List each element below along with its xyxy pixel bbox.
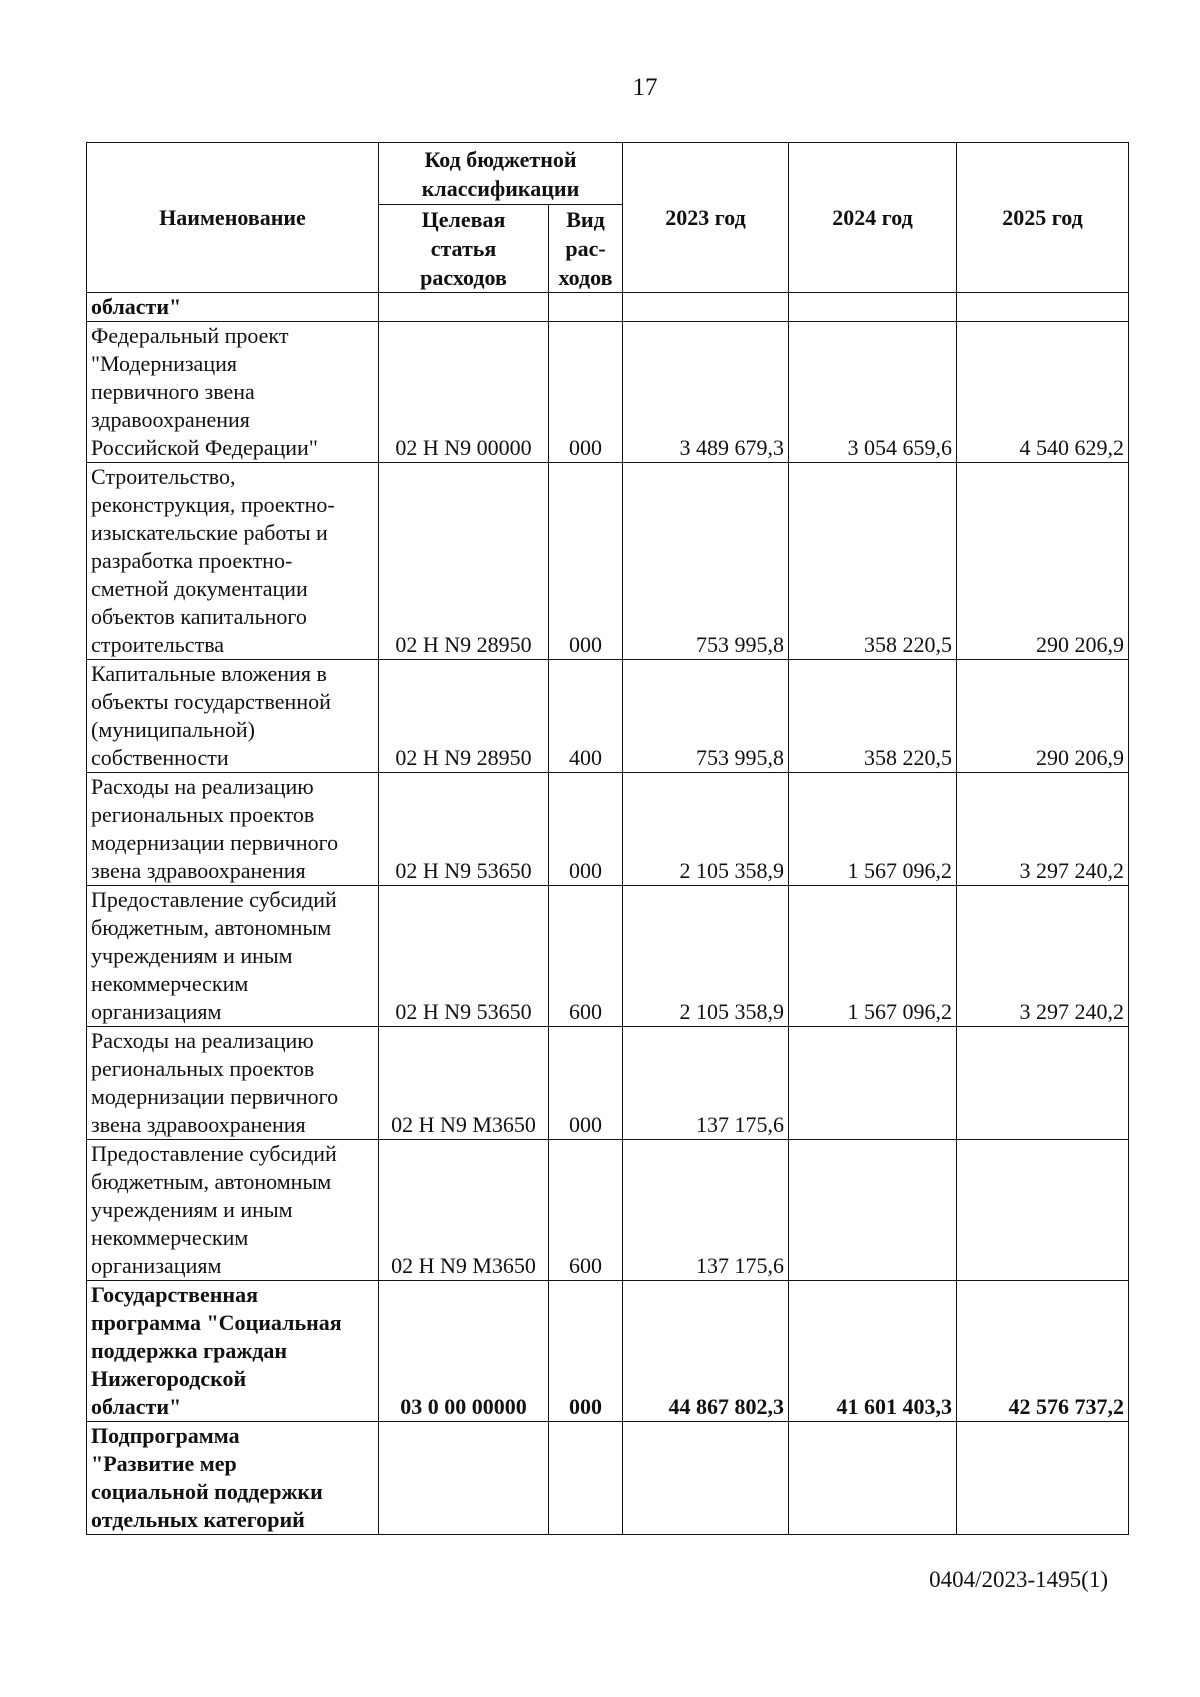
- row-name-cell: Строительство, реконструкция, проектно- изыскательские работы и разработка проектно- сметной документации объектов капитального строительства: [87, 463, 379, 660]
- row-expense-type-cell: 600: [549, 886, 623, 1027]
- row-name-cell: Предоставление субсидий бюджетным, автономным учреждениям и иным некоммерческим организациям: [87, 886, 379, 1027]
- row-2025-cell: 290 206,9: [957, 660, 1129, 773]
- row-2025-cell: [957, 293, 1129, 322]
- row-name-cell: Расходы на реализацию региональных проектов модернизации первичного звена здравоохранения: [87, 1027, 379, 1140]
- row-2023-cell: 753 995,8: [623, 660, 789, 773]
- row-2025-cell: 42 576 737,2: [957, 1281, 1129, 1422]
- row-expense-type-cell: 000: [549, 773, 623, 886]
- row-2024-cell: 1 567 096,2: [789, 773, 957, 886]
- row-2025-cell: [957, 1140, 1129, 1281]
- row-expense-type-cell: 000: [549, 1281, 623, 1422]
- header-classification: Код бюджетной классификации: [379, 143, 623, 205]
- row-name-cell: Предоставление субсидий бюджетным, автономным учреждениям и иным некоммерческим организациям: [87, 1140, 379, 1281]
- row-target-item-cell: 02 Н N9 М3650: [379, 1027, 549, 1140]
- row-2023-cell: 137 175,6: [623, 1027, 789, 1140]
- row-expense-type-cell: 000: [549, 1027, 623, 1140]
- row-2023-cell: [623, 293, 789, 322]
- row-target-item-cell: [379, 293, 549, 322]
- row-2024-cell: [789, 1140, 957, 1281]
- page-number: 17: [632, 74, 658, 101]
- row-2023-cell: 3 489 679,3: [623, 322, 789, 463]
- row-name-cell: Федеральный проект "Модернизация первичного звена здравоохранения Российской Федерации": [87, 322, 379, 463]
- table-row: [87, 322, 1129, 463]
- row-2025-cell: 290 206,9: [957, 463, 1129, 660]
- row-2023-cell: 753 995,8: [623, 463, 789, 660]
- row-2025-cell: 3 297 240,2: [957, 773, 1129, 886]
- document-code: 0404/2023-1495(1): [929, 1567, 1108, 1592]
- row-expense-type-cell: [549, 293, 623, 322]
- budget-table: [86, 142, 1129, 1535]
- table-row: [87, 1140, 1129, 1281]
- row-2024-cell: 3 054 659,6: [789, 322, 957, 463]
- header-target-item: Целевая статья расходов: [379, 205, 549, 293]
- row-2025-cell: [957, 1027, 1129, 1140]
- table-row: [87, 886, 1129, 1027]
- table-row: [87, 1027, 1129, 1140]
- row-2023-cell: [623, 1422, 789, 1535]
- row-target-item-cell: 03 0 00 00000: [379, 1281, 549, 1422]
- row-2024-cell: 358 220,5: [789, 463, 957, 660]
- row-target-item-cell: [379, 1422, 549, 1535]
- header-2023: 2023 год: [623, 143, 789, 293]
- row-target-item-cell: 02 Н N9 53650: [379, 886, 549, 1027]
- row-2023-cell: 137 175,6: [623, 1140, 789, 1281]
- header-name: Наименование: [87, 143, 379, 293]
- row-2024-cell: 358 220,5: [789, 660, 957, 773]
- row-target-item-cell: 02 Н N9 М3650: [379, 1140, 549, 1281]
- row-2024-cell: 1 567 096,2: [789, 886, 957, 1027]
- table-row: [87, 1422, 1129, 1535]
- table-row: [87, 463, 1129, 660]
- header-2025: 2025 год: [957, 143, 1129, 293]
- table-row: [87, 660, 1129, 773]
- row-expense-type-cell: 400: [549, 660, 623, 773]
- header-2024: 2024 год: [789, 143, 957, 293]
- row-name-cell: Капитальные вложения в объекты государственной (муниципальной) собственности: [87, 660, 379, 773]
- table-row: [87, 773, 1129, 886]
- row-target-item-cell: 02 Н N9 28950: [379, 463, 549, 660]
- row-expense-type-cell: 000: [549, 322, 623, 463]
- row-2024-cell: [789, 1027, 957, 1140]
- row-name-cell: Расходы на реализацию региональных проектов модернизации первичного звена здравоохранения: [87, 773, 379, 886]
- row-2025-cell: 3 297 240,2: [957, 886, 1129, 1027]
- row-expense-type-cell: 600: [549, 1140, 623, 1281]
- row-name-cell: Подпрограмма "Развитие мер социальной поддержки отдельных категорий: [87, 1422, 379, 1535]
- row-target-item-cell: 02 Н N9 00000: [379, 322, 549, 463]
- header-expense-type: Вид рас- ходов: [549, 205, 623, 293]
- row-2025-cell: [957, 1422, 1129, 1535]
- row-target-item-cell: 02 Н N9 53650: [379, 773, 549, 886]
- row-expense-type-cell: 000: [549, 463, 623, 660]
- table-row: [87, 1281, 1129, 1422]
- row-2024-cell: [789, 293, 957, 322]
- table-row: [87, 293, 1129, 322]
- row-expense-type-cell: [549, 1422, 623, 1535]
- row-name-cell: области": [87, 293, 379, 322]
- row-2025-cell: 4 540 629,2: [957, 322, 1129, 463]
- row-2024-cell: 41 601 403,3: [789, 1281, 957, 1422]
- row-name-cell: Государственная программа "Социальная поддержка граждан Нижегородской области": [87, 1281, 379, 1422]
- row-2023-cell: 2 105 358,9: [623, 886, 789, 1027]
- row-target-item-cell: 02 Н N9 28950: [379, 660, 549, 773]
- row-2023-cell: 2 105 358,9: [623, 773, 789, 886]
- row-2024-cell: [789, 1422, 957, 1535]
- row-2023-cell: 44 867 802,3: [623, 1281, 789, 1422]
